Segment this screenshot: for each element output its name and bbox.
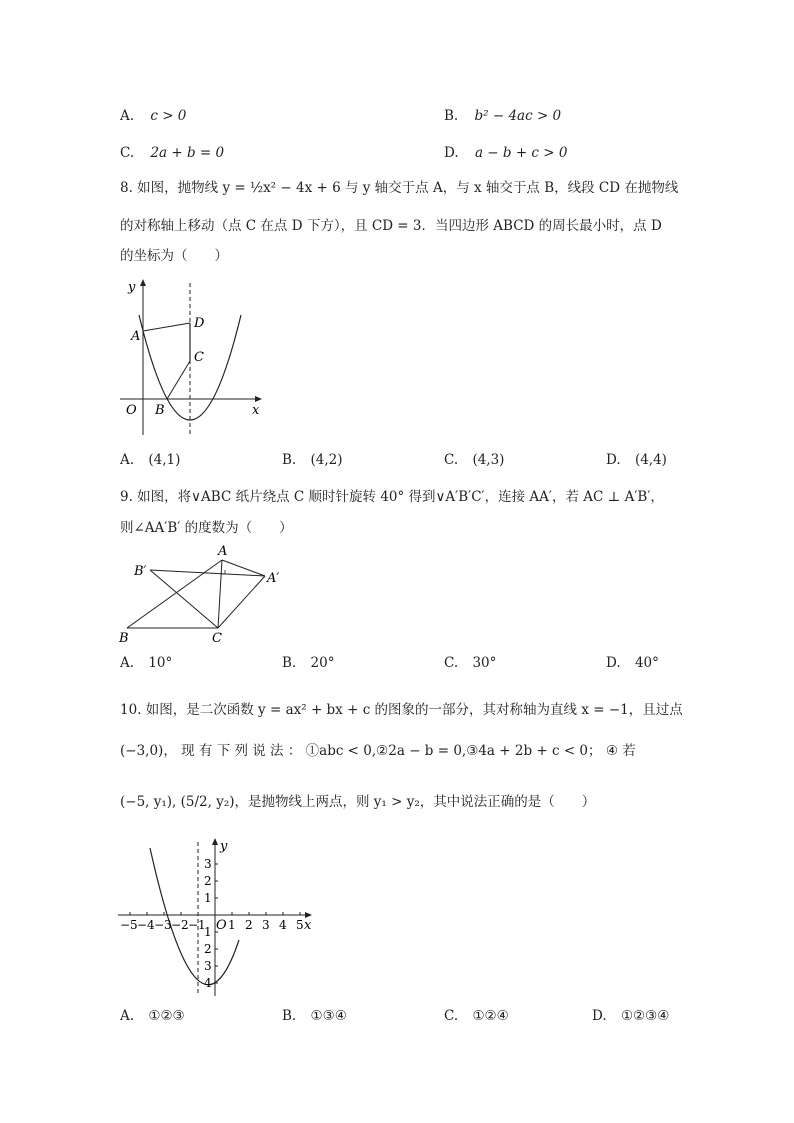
q10-option-a[interactable] bbox=[120, 1008, 185, 1024]
q8-stem-line-3: 的坐标为（ ） bbox=[120, 248, 228, 264]
option-label: A. bbox=[120, 108, 135, 124]
option-text: 30° bbox=[472, 655, 497, 671]
option-text: (4,3) bbox=[472, 452, 505, 468]
x-tick-label: −2 bbox=[171, 918, 189, 932]
q8-option-a[interactable] bbox=[120, 452, 180, 468]
q10-option-d[interactable] bbox=[592, 1008, 669, 1024]
y-tick-label: 1 bbox=[204, 891, 212, 905]
q9-option-c[interactable] bbox=[444, 655, 496, 671]
option-text: (4,2) bbox=[310, 452, 343, 468]
option-text: ①②③④ bbox=[620, 1008, 670, 1024]
q7-option-c[interactable] bbox=[120, 145, 224, 161]
segment-B'C bbox=[150, 570, 218, 628]
segment-BC bbox=[167, 361, 190, 399]
y-tick-label: 3 bbox=[204, 857, 212, 871]
label-A: A bbox=[218, 544, 228, 559]
q7-option-d[interactable] bbox=[444, 145, 567, 161]
option-label: D. bbox=[606, 452, 621, 468]
option-text: 20° bbox=[310, 655, 335, 671]
label-x: x bbox=[304, 918, 312, 933]
x-tick-label: −1 bbox=[188, 918, 206, 932]
option-label: A. bbox=[120, 452, 135, 468]
option-text: ①②④ bbox=[472, 1008, 509, 1024]
option-text: (4,4) bbox=[634, 452, 667, 468]
q10-stem-line-1: 10. 如图，是二次函数 y = ax² + bx + c 的图象的一部分，其对称轴为直线 x = −1，且过点 bbox=[120, 702, 683, 718]
y-tick-label: 1 bbox=[204, 925, 212, 939]
q7-option-b[interactable] bbox=[444, 108, 561, 124]
option-label: D. bbox=[606, 655, 621, 671]
label-x: x bbox=[252, 403, 260, 418]
option-text: b² − 4ac > 0 bbox=[474, 108, 562, 124]
label-D: D bbox=[194, 316, 205, 331]
option-text: a − b + c > 0 bbox=[474, 145, 568, 161]
segment-AC bbox=[218, 560, 222, 628]
q10-stem-line-3: (−5, y₁), (5/2, y₂)，是抛物线上两点，则 y₁ > y₂，其中说法正确的是（ ） bbox=[120, 794, 596, 810]
q8-stem-line-2: 的对称轴上移动（点 C 在点 D 下方），且 CD = 3．当四边形 ABCD 的周长最小时，点 D bbox=[120, 218, 662, 234]
y-axis-arrow bbox=[140, 279, 146, 286]
label-y: y bbox=[128, 280, 136, 295]
option-text: (4,1) bbox=[148, 452, 181, 468]
x-tick-label: −5 bbox=[120, 918, 138, 932]
option-label: B. bbox=[282, 1008, 297, 1024]
q7-option-a[interactable] bbox=[120, 108, 186, 124]
q8-stem-line-1: 8. 如图，抛物线 y = ½x² − 4x + 6 与 y 轴交于点 A，与 x 轴交于点 B，线段 CD 在抛物线 bbox=[120, 180, 679, 196]
label-B-prime: B′ bbox=[134, 564, 147, 579]
option-label: C. bbox=[120, 145, 135, 161]
q9-option-a[interactable] bbox=[120, 655, 172, 671]
option-text: ①②③ bbox=[148, 1008, 185, 1024]
x-tick-label: 4 bbox=[279, 918, 287, 932]
segment-AD bbox=[143, 323, 190, 331]
y-axis-arrow bbox=[212, 838, 218, 845]
q8-option-d[interactable] bbox=[606, 452, 667, 468]
label-A: A bbox=[131, 329, 141, 344]
q10-option-b[interactable] bbox=[282, 1008, 347, 1024]
q8-option-c[interactable] bbox=[444, 452, 504, 468]
option-label: D. bbox=[444, 145, 459, 161]
option-label: B. bbox=[282, 452, 297, 468]
q9-stem-line-2: 则∠AA′B′ 的度数为（ ） bbox=[120, 520, 293, 536]
label-C: C bbox=[212, 631, 222, 646]
x-tick-label: 3 bbox=[262, 918, 270, 932]
q8-option-b[interactable] bbox=[282, 452, 343, 468]
q8-parabola-figure bbox=[112, 275, 272, 440]
option-label: A. bbox=[120, 1008, 135, 1024]
x-tick-label: −3 bbox=[154, 918, 172, 932]
option-label: A. bbox=[120, 655, 135, 671]
x-axis-arrow bbox=[255, 396, 262, 402]
x-tick-label: 5 bbox=[296, 918, 304, 932]
option-text: c > 0 bbox=[150, 108, 187, 124]
parabola-curve bbox=[150, 848, 239, 985]
option-label: C. bbox=[444, 452, 459, 468]
q10-parabola-figure bbox=[112, 836, 322, 1000]
option-label: C. bbox=[444, 655, 459, 671]
segment-A'C bbox=[218, 576, 265, 628]
y-tick-label: 3 bbox=[204, 959, 212, 973]
label-A-prime: A′ bbox=[267, 571, 280, 586]
q9-stem-line-1: 9. 如图，将∨ABC 纸片绕点 C 顺时针旋转 40° 得到∨A′B′C′，连接 AA′，若 AC ⊥ A′B′， bbox=[120, 489, 664, 505]
option-text: 40° bbox=[634, 655, 659, 671]
x-tick-label: 2 bbox=[245, 918, 253, 932]
label-O: O bbox=[216, 918, 227, 933]
label-B: B bbox=[119, 631, 129, 646]
label-y: y bbox=[220, 839, 228, 854]
q10-stem-line-2: (−3,0)， 现 有 下 列 说 法 ： ①abc < 0,②2a − b = 0,③4a + 2b + c < 0； ④ 若 bbox=[120, 743, 636, 759]
option-label: B. bbox=[282, 655, 297, 671]
option-text: 10° bbox=[148, 655, 173, 671]
option-label: D. bbox=[592, 1008, 607, 1024]
label-C: C bbox=[194, 350, 204, 365]
label-O: O bbox=[126, 403, 137, 418]
option-text: 2a + b = 0 bbox=[150, 145, 225, 161]
label-B: B bbox=[155, 403, 165, 418]
option-label: B. bbox=[444, 108, 459, 124]
y-tick-label: 4 bbox=[204, 976, 212, 990]
x-tick-label: 1 bbox=[228, 918, 236, 932]
option-label: C. bbox=[444, 1008, 459, 1024]
y-tick-label: 2 bbox=[204, 942, 212, 956]
q9-option-d[interactable] bbox=[606, 655, 659, 671]
q9-rotation-figure bbox=[115, 542, 295, 648]
x-tick-label: −4 bbox=[137, 918, 155, 932]
q9-option-b[interactable] bbox=[282, 655, 334, 671]
option-text: ①③④ bbox=[310, 1008, 347, 1024]
q10-option-c[interactable] bbox=[444, 1008, 509, 1024]
y-tick-label: 2 bbox=[204, 874, 212, 888]
